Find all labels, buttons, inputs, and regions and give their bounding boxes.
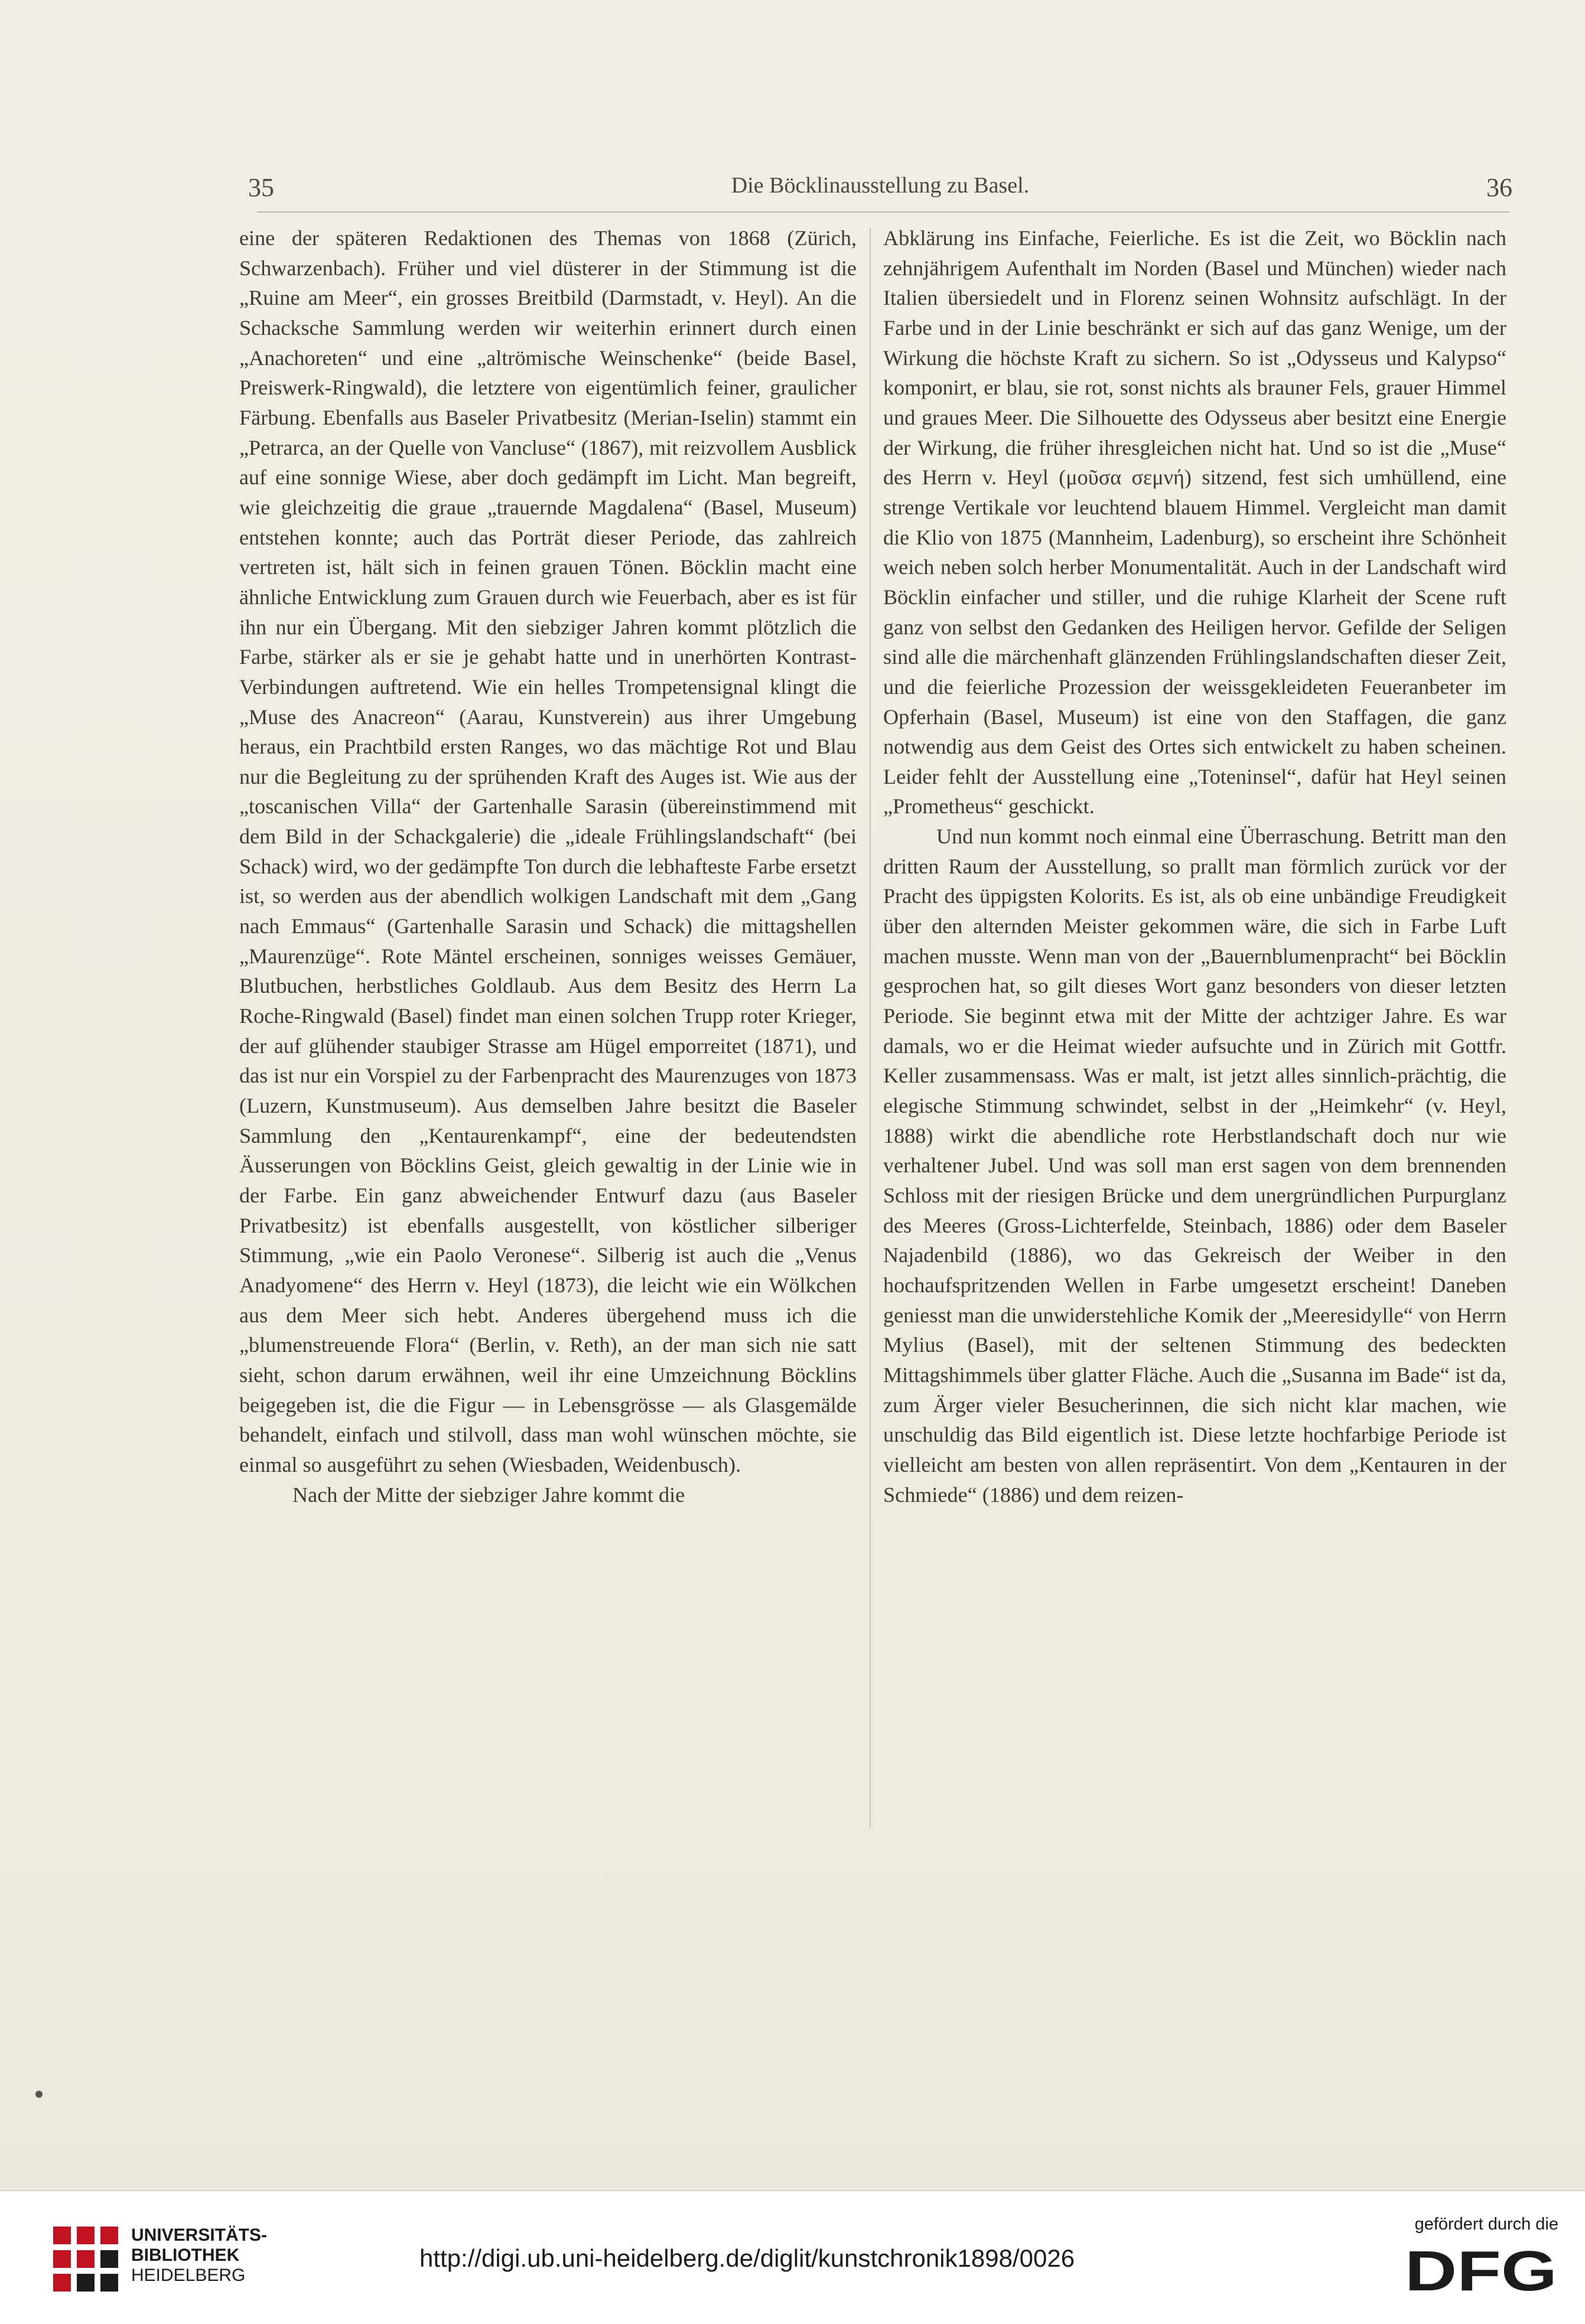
header-rule (257, 211, 1509, 213)
dfg-logo-icon (1405, 2245, 1558, 2294)
page-number-left: 35 (248, 173, 274, 202)
permalink[interactable]: http://digi.ub.uni-heidelberg.de/diglit/kunstchronik1898/0026 (419, 2244, 1075, 2272)
left-column (239, 223, 857, 1510)
paragraph: Nach der Mitte der siebziger Jahre kommt die (292, 1482, 685, 1507)
digitization-footer (0, 2191, 1585, 2324)
paragraph: Und nun kommt noch einmal eine Überraschung. Betritt man den dritten Raum der Ausstellung, so prallt man förmlich zurück vor der Pracht des üppigsten Kolorits. Es ist, als ob eine unbändige Freudigkeit über den alternden Meister gekommen wäre, die sich in Farbe Luft machen musste. Wenn man von der „Bauernblumenpracht“ bei Böcklin gesprochen hat, so gilt dieses Wort ganz besonders von dieser letzten Periode. Sie beginnt etwa mit der Mitte der achtziger Jahre. Es war damals, wo er die Heimat wieder aufsuchte und in Zürich mit Gottfr. Keller zusammensass. Was er malt, ist jetzt alles sinnlich-prächtig, die elegische Stimmung schwindet, selbst in der „Heimkehr“ (v. Heyl, 1888) wirkt die abendliche rote Herbstlandschaft doch nur wie verhaltener Jubel. Und was soll man erst sagen von dem brennenden Schloss mit der riesigen Brücke und dem unergründlichen Purpurglanz des Meeres (Gross-Lichterfelde, Steinbach, 1886) oder dem Baseler Najadenbild (1886), wo das Gekreisch der Weiber in den hochaufspritzenden Wellen in Farbe umgesetzt erscheint! Daneben geniesst man die unwiderstehliche Komik der „Meeresidylle“ von Herrn Mylius (Basel), mit der seltenen Stimmung des bedeckten Mittagshimmels über glatter Fläche. Auch die „Susanna im Bade“ ist da, zum Ärger vieler Besucherinnen, die sich nicht klar machen, wie unschuldig das Bild eigentlich ist. Diese letzte hochfarbige Periode ist vielleicht am besten von allen repräsentirt. Von dem „Kentauren in der Schmiede“ (1886) und dem reizen- (883, 824, 1506, 1507)
scan-mark (35, 2091, 43, 2098)
svg-text:DFG: DFG (1405, 2245, 1557, 2294)
funding-note: gefördert durch die (1414, 2215, 1558, 2234)
right-column (883, 223, 1506, 1510)
paragraph: Abklärung ins Einfache, Feierliche. Es ist die Zeit, wo Böcklin nach zehnjährigem Aufenthalt im Norden (Basel und München) wieder nach Italien übersiedelt und in Florenz seinen Wohnsitz aufschlägt. In der Farbe und in der Linie beschränkt er sich auf das ganz Wenige, um der Wirkung die höchste Kraft zu sichern. So ist „Odysseus und Kalypso“ komponirt, er blau, sie rot, sonst nichts als brauner Fels, grauer Himmel und graues Meer. Die Silhouette des Odysseus aber besitzt eine Energie der Wirkung, die früher ihresgleichen nicht hat. Und so ist die „Muse“ des Herrn v. Heyl (μοῦσα σεμνή) sitzend, fest sich umhüllend, eine strenge Vertikale vor leuchtend blauem Himmel. Vergleicht man damit die Klio von 1875 (Mannheim, Ladenburg), so erscheint ihre Schönheit weich neben solch herber Monumentalität. Auch in der Landschaft wird Böcklin einfacher und stiller, und die ruhige Klarheit der Scene ruft ganz von selbst den Gedanken des Heiligen hervor. Gefilde der Seligen sind alle die märchenhaft glänzenden Frühlingslandschaften dieser Zeit, und die feierliche Prozession der weissgekleideten Feueranbeter im Opferhain (Basel, Museum) ist eine von den Staffagen, die ganz notwendig aus dem Geist des Ortes sich entwickelt zu haben scheinen. Leider fehlt der Ausstellung eine „Toteninsel“, dafür hat Heyl seinen „Prometheus“ geschickt. (883, 226, 1506, 819)
running-title: Die Böcklinausstellung zu Basel. (731, 173, 1030, 198)
column-divider (870, 227, 871, 1828)
paragraph: eine der späteren Redaktionen des Themas von 1868 (Zürich, Schwarzenbach). Früher und viel düsterer in der Stimmung ist die „Ruine am Meer“, ein grosses Breitbild (Darmstadt, v. Heyl). An die Schacksche Sammlung werden wir weiterhin erinnert durch einen „Anachoreten“ und eine „altrömische Weinschenke“ (beide Basel, Preiswerk-Ringwald), die letztere von eigentümlich feiner, graulicher Färbung. Ebenfalls aus Baseler Privatbesitz (Merian-Iselin) stammt ein „Petrarca, an der Quelle von Vancluse“ (1867), mit reizvollem Ausblick auf eine sonnige Wiese, aber doch gedämpft im Licht. Man begreift, wie gleichzeitig die graue „trauernde Magdalena“ (Basel, Museum) entstehen konnte; auch das Porträt dieser Periode, das zahlreich vertreten ist, hält sich in feinen grauen Tönen. Böcklin macht eine ähnliche Entwicklung zum Grauen durch wie Feuerbach, aber es ist für ihn nur ein Übergang. Mit den siebziger Jahren kommt plötzlich die Farbe, stärker als er sie je gehabt hatte und in unerhörten Kontrast-Verbindungen auftretend. Wie ein helles Trompetensignal klingt die „Muse des Anacreon“ (Aarau, Kunstverein) aus ihrer Umgebung heraus, ein Prachtbild ersten Ranges, wo das mächtige Rot und Blau nur die Begleitung zu der sprühenden Kraft des Auges ist. Wie aus der „toscanischen Villa“ der Gartenhalle Sarasin (übereinstimmend mit dem Bild in der Schackgalerie) die „ideale Frühlingslandschaft“ (bei Schack) wird, wo der gedämpfte Ton durch die lebhafteste Farbe ersetzt ist, so werden aus der abendlich wolkigen Landschaft mit dem „Gang nach Emmaus“ (Gartenhalle Sarasin und Schack) die mittagshellen „Maurenzüge“. Rote Mäntel erscheinen, sonniges weisses Gemäuer, Blutbuchen, herbstliches Goldlaub. Aus dem Besitz des Herrn La Roche-Ringwald (Basel) findet man einen solchen Trupp roter Krieger, der auf glühender staubiger Strasse am Hügel emporreitet (1871), und das ist nur ein Vorspiel zu der Farbenpracht des Maurenzuges von 1873 (Luzern, Kunstmuseum). Aus demselben Jahre besitzt die Baseler Sammlung den „Kentaurenkampf“, eine der bedeutendsten Äusserungen von Böcklins Geist, gleich gewaltig in der Linie wie in der Farbe. Ein ganz abweichender Entwurf dazu (aus Baseler Privatbesitz) ist ebenfalls ausgestellt, von köstlicher silberiger Stimmung, „wie ein Paolo Veronese“. Silberig ist auch die „Venus Anadyomene“ des Herrn v. Heyl (1873), die leicht wie ein Wölkchen aus dem Meer sich hebt. Anderes übergehend muss ich die „blumenstreuende Flora“ (Berlin, v. Reth), an der man sich nie satt sieht, schon darum erwähnen, weil ihr eine Umzeichnung Böcklins beigegeben ist, die die Figur — in Lebensgrösse — als Glasgemälde behandelt, einfach und stilvoll, dass man wohl wünschen möchte, sie einmal so ausgeführt zu sehen (Wiesbaden, Weidenbusch). (239, 226, 857, 1476)
university-library-name: UNIVERSITÄTS- BIBLIOTHEK HEIDELBERG (131, 2225, 268, 2285)
university-library-logo-icon (50, 2224, 121, 2294)
page-header (248, 167, 1512, 214)
page-number-right: 36 (1486, 173, 1512, 202)
